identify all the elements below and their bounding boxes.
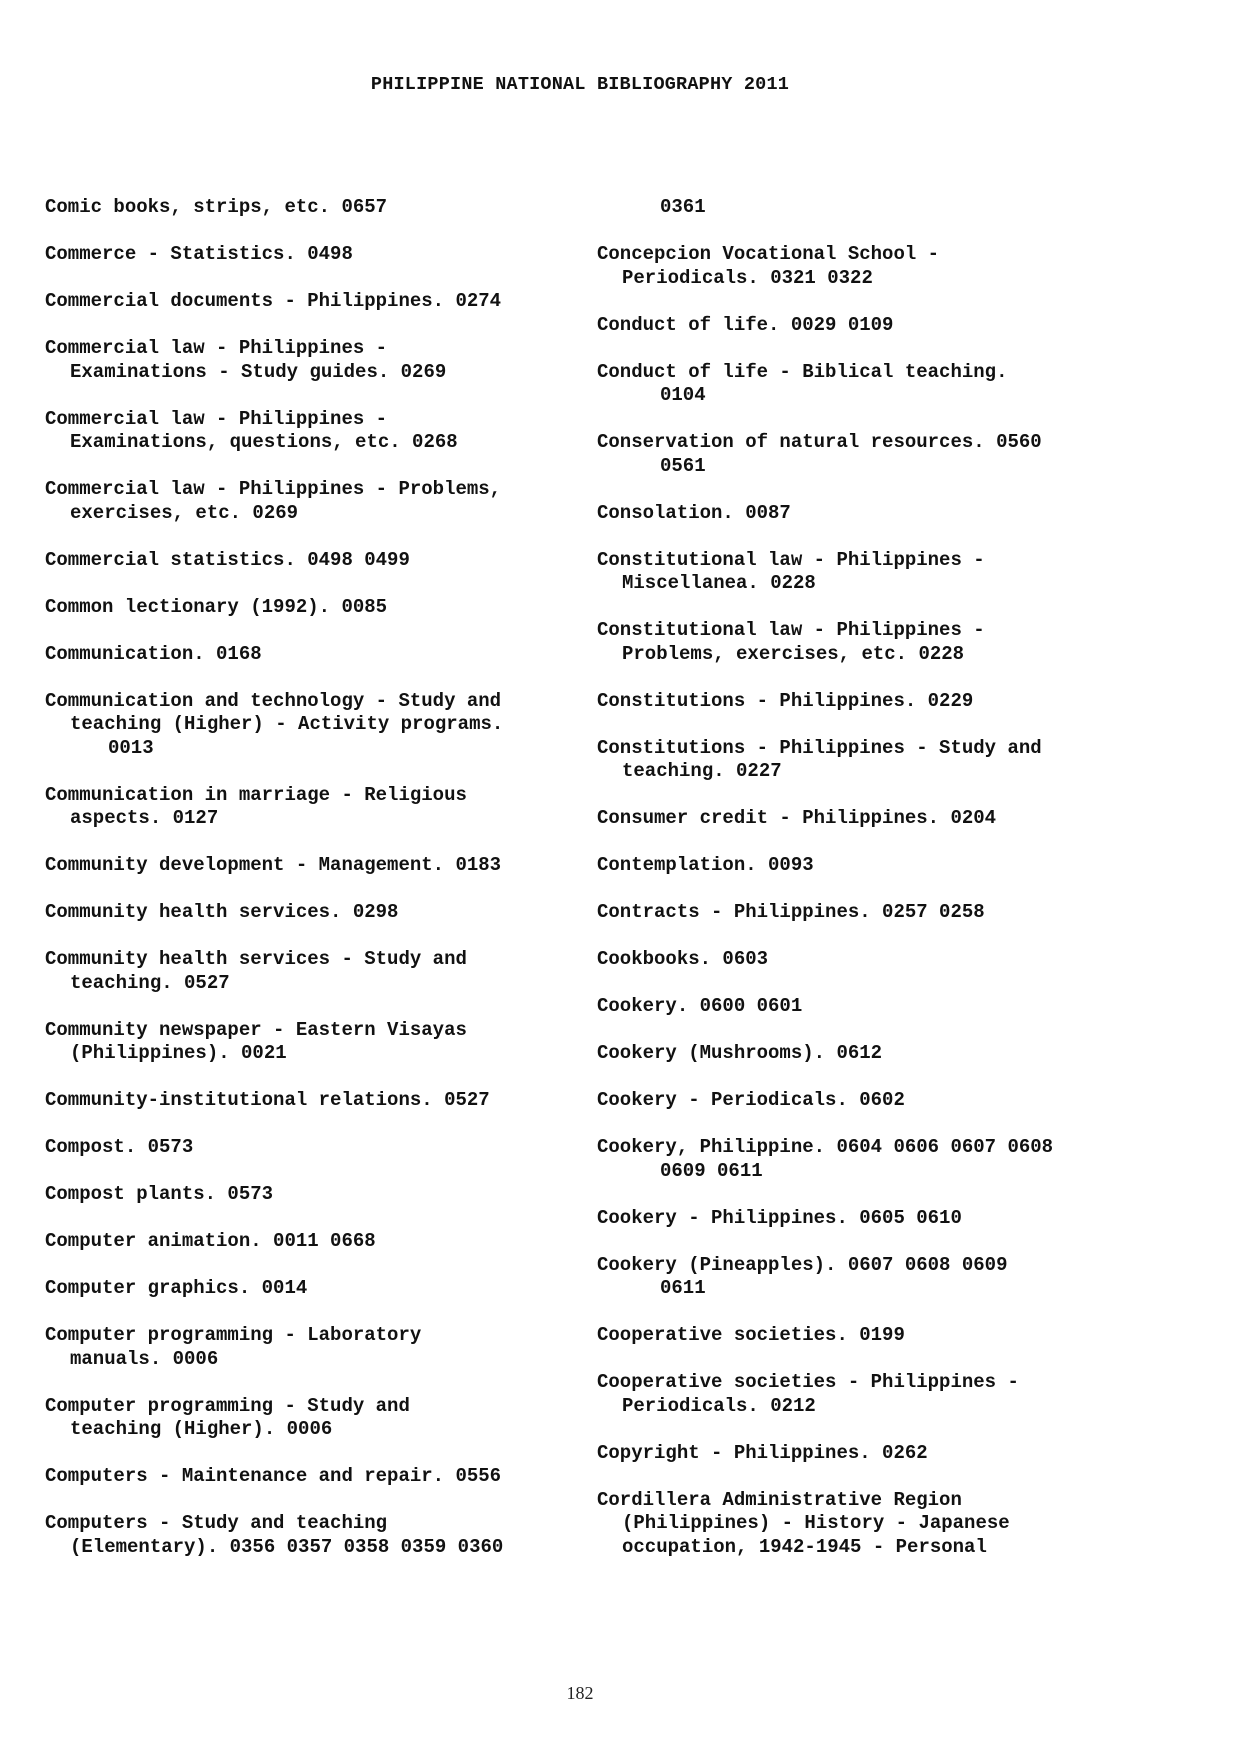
index-entry <box>45 1324 565 1371</box>
index-entry <box>597 1089 1117 1113</box>
index-entry-line: Community newspaper - Eastern Visayas <box>45 1018 467 1041</box>
index-entry-line: Consolation. 0087 <box>597 501 791 524</box>
index-entry <box>45 690 565 761</box>
index-entry <box>45 1136 565 1160</box>
index-entry <box>597 243 1117 290</box>
index-entry <box>597 948 1117 972</box>
index-entry-line: teaching. 0527 <box>70 971 230 994</box>
index-entry <box>597 901 1117 925</box>
index-entry-line: (Philippines). 0021 <box>70 1042 287 1064</box>
index-entry-line: Cookery. 0600 0601 <box>597 995 803 1017</box>
index-entry-line: Cooperative societies. 0199 <box>597 1324 905 1346</box>
index-entry-line: occupation, 1942-1945 - Personal <box>622 1535 987 1558</box>
index-column-left <box>45 196 565 1583</box>
index-entry-line: Copyright - Philippines. 0262 <box>597 1441 928 1464</box>
index-entry-line: Cookbooks. 0603 <box>597 948 769 970</box>
index-entry <box>45 243 565 267</box>
index-entry-line: 0013 <box>108 736 154 759</box>
index-entry-line: Examinations, questions, etc. 0268 <box>70 431 458 453</box>
index-entry-line: Cookery, Philippine. 0604 0606 0607 0608 <box>597 1136 1054 1158</box>
index-entry-line: Compost plants. 0573 <box>45 1183 274 1205</box>
index-entry <box>45 478 565 525</box>
index-entry <box>45 549 565 573</box>
index-entry <box>45 1465 565 1489</box>
index-entry-line: Conduct of life - Biblical teaching. <box>597 360 1008 383</box>
index-entry <box>597 431 1117 478</box>
index-entry <box>45 1512 565 1559</box>
index-entry-line: teaching. 0227 <box>622 760 782 782</box>
index-entry <box>45 1277 565 1301</box>
index-entry <box>45 596 565 620</box>
index-entry <box>45 1183 565 1207</box>
index-entry <box>45 196 565 220</box>
index-entry-line: Constitutions - Philippines - Study and <box>597 736 1042 759</box>
index-entry <box>45 784 565 831</box>
index-column-right <box>597 196 1117 1583</box>
index-entry-line: Periodicals. 0212 <box>622 1394 816 1417</box>
index-entry-line: aspects. 0127 <box>70 807 219 829</box>
page-number: 182 <box>566 1683 594 1703</box>
index-entry <box>597 737 1117 784</box>
index-entry <box>597 361 1117 408</box>
index-entry-line: Cookery - Philippines. 0605 0610 <box>597 1206 962 1229</box>
index-entry-line: Commercial law - Philippines - <box>45 407 388 430</box>
index-entry <box>45 1019 565 1066</box>
index-entry-line: Computers - Study and teaching <box>45 1512 388 1534</box>
index-entry-line: Commercial documents - Philippines. 0274 <box>45 290 502 312</box>
index-entry-line: Cookery (Mushrooms). 0612 <box>597 1042 883 1064</box>
index-entry <box>597 1442 1117 1466</box>
index-entry-line: Contemplation. 0093 <box>597 854 814 876</box>
index-entry-continuation <box>597 196 1117 220</box>
index-entry-line: exercises, etc. 0269 <box>70 501 299 524</box>
index-entry-line: teaching (Higher). 0006 <box>70 1418 333 1440</box>
index-entry-line: Commercial law - Philippines - <box>45 337 388 359</box>
index-entry-line: teaching (Higher) - Activity programs. <box>70 713 504 735</box>
index-entry-line: manuals. 0006 <box>70 1347 219 1370</box>
index-entry-line: Commercial law - Philippines - Problems, <box>45 478 502 500</box>
index-entry-line: Constitutions - Philippines. 0229 <box>597 689 974 712</box>
index-entry-line: 0561 <box>660 454 706 477</box>
index-entry <box>597 1042 1117 1066</box>
index-entry-line: Constitutional law - Philippines - <box>597 619 985 641</box>
index-entry <box>45 408 565 455</box>
index-entry-line: (Philippines) - History - Japanese <box>622 1512 1010 1534</box>
index-entry-line: Community development - Management. 0183 <box>45 854 502 876</box>
index-entry <box>45 901 565 925</box>
page-header: PHILIPPINE NATIONAL BIBLIOGRAPHY 2011 <box>370 74 790 95</box>
index-entry <box>597 1324 1117 1348</box>
index-entry <box>597 995 1117 1019</box>
index-entry-line: Comic books, strips, etc. 0657 <box>45 196 388 218</box>
index-entry <box>45 643 565 667</box>
index-entry <box>45 1089 565 1113</box>
index-entry-line: Commerce - Statistics. 0498 <box>45 243 353 265</box>
index-entry-line: Computers - Maintenance and repair. 0556 <box>45 1465 502 1487</box>
index-entry <box>45 1230 565 1254</box>
index-entry-line: Computer programming - Laboratory <box>45 1324 422 1346</box>
index-entry-line: Contracts - Philippines. 0257 0258 <box>597 901 985 923</box>
index-entry-line: Miscellanea. 0228 <box>622 572 816 594</box>
index-entry <box>597 854 1117 878</box>
index-entry-line: Common lectionary (1992). 0085 <box>45 595 388 618</box>
index-entry-line: Conservation of natural resources. 0560 <box>597 431 1042 453</box>
index-entry <box>597 619 1117 666</box>
index-entry-line: Cordillera Administrative Region <box>597 1488 962 1511</box>
index-entry <box>45 290 565 314</box>
index-entry-line: Conduct of life. 0029 0109 <box>597 313 894 336</box>
index-entry <box>45 948 565 995</box>
index-entry-line: Concepcion Vocational School - <box>597 243 940 265</box>
index-entry-line: Compost. 0573 <box>45 1136 194 1158</box>
index-entry-line: Examinations - Study guides. 0269 <box>70 360 447 383</box>
index-entry <box>597 1136 1117 1183</box>
index-entry-line: 0609 0611 <box>660 1159 763 1182</box>
index-entry-line: Periodicals. 0321 0322 <box>622 266 873 289</box>
index-entry-line: Computer animation. 0011 0668 <box>45 1230 376 1252</box>
index-entry-line: Problems, exercises, etc. 0228 <box>622 642 965 665</box>
index-entry <box>597 1207 1117 1231</box>
index-entry-line: Community-institutional relations. 0527 <box>45 1089 490 1111</box>
index-entry-line: Communication. 0168 <box>45 642 262 665</box>
index-entry <box>45 337 565 384</box>
index-entry-line: Commercial statistics. 0498 0499 <box>45 548 410 571</box>
index-entry-line: Computer programming - Study and <box>45 1394 410 1417</box>
index-entry-line: Communication and technology - Study and <box>45 689 502 712</box>
index-entry <box>597 314 1117 338</box>
index-entry-line: Constitutional law - Philippines - <box>597 548 985 571</box>
index-entry-line: Cookery - Periodicals. 0602 <box>597 1089 905 1111</box>
index-entry-line: Consumer credit - Philippines. 0204 <box>597 807 997 829</box>
index-entry-line: 0104 <box>660 384 706 406</box>
index-entry-line: (Elementary). 0356 0357 0358 0359 0360 <box>70 1535 504 1558</box>
index-entry <box>597 1489 1117 1560</box>
index-entry <box>597 502 1117 526</box>
index-entry-line: 0611 <box>660 1277 706 1299</box>
index-entry <box>597 690 1117 714</box>
index-entry-line: Computer graphics. 0014 <box>45 1277 308 1299</box>
index-entry-line: Community health services. 0298 <box>45 901 399 923</box>
index-entry-line: Community health services - Study and <box>45 948 467 970</box>
index-entry <box>597 807 1117 831</box>
index-entry-line: Communication in marriage - Religious <box>45 783 467 806</box>
index-entry-line: Cookery (Pineapples). 0607 0608 0609 <box>597 1253 1008 1276</box>
index-entry <box>597 549 1117 596</box>
index-entry <box>597 1371 1117 1418</box>
index-entry-line: Cooperative societies - Philippines - <box>597 1371 1019 1393</box>
index-entry <box>597 1254 1117 1301</box>
index-entry-line: 0361 <box>660 196 706 218</box>
index-entry <box>45 854 565 878</box>
index-entry <box>45 1395 565 1442</box>
